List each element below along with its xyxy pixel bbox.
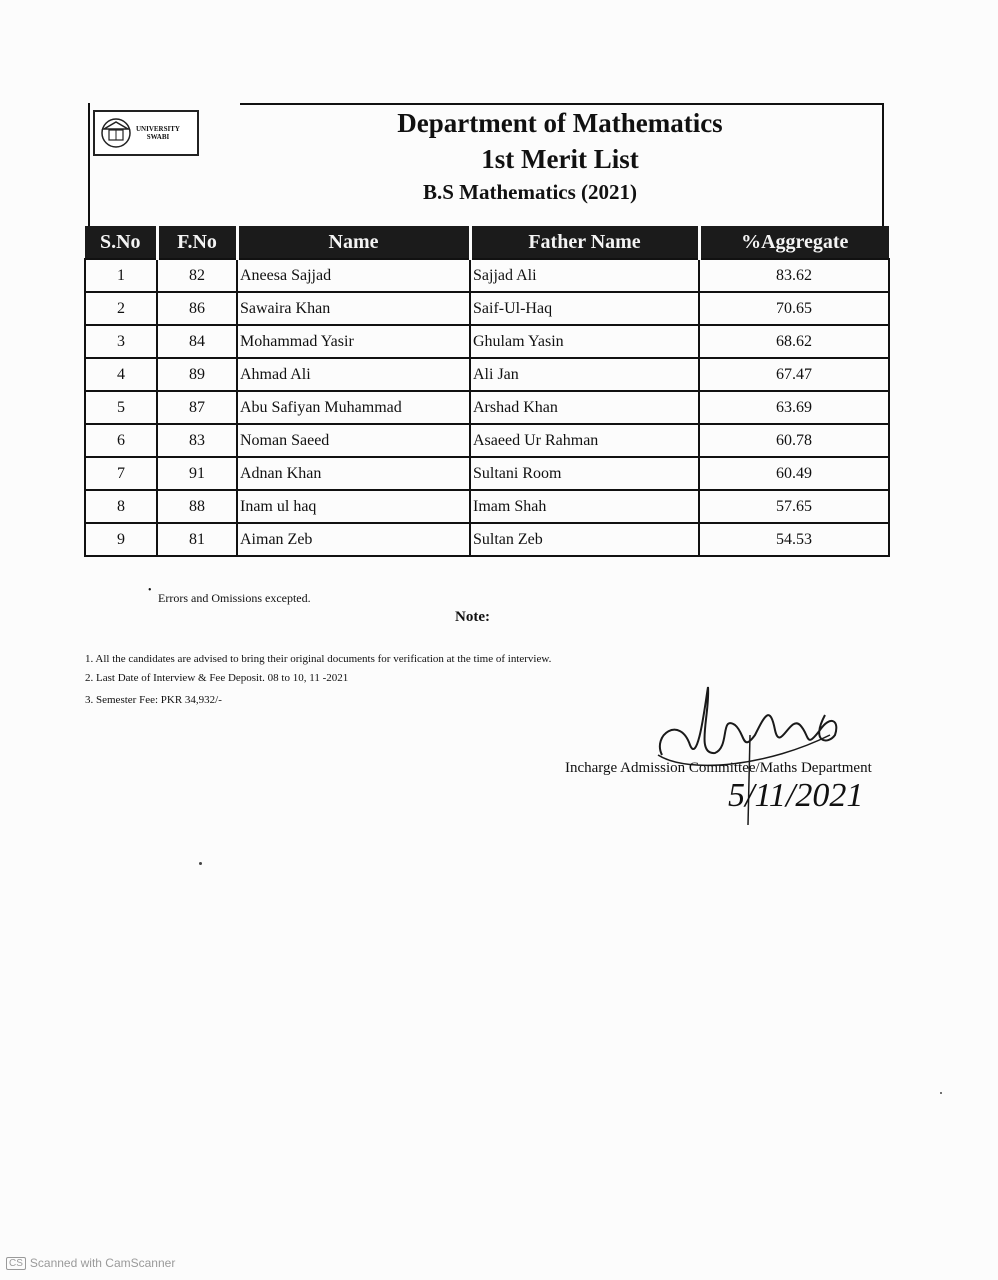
- errors-omissions-text: Errors and Omissions excepted.: [158, 591, 311, 605]
- cell-name: Aneesa Sajjad: [237, 259, 470, 292]
- cell-aggregate: 68.62: [699, 325, 889, 358]
- cell-fno: 86: [157, 292, 237, 325]
- table-row: [85, 358, 889, 391]
- scan-speck: [940, 1092, 942, 1094]
- signatory-title: Incharge Admission Committee/Maths Department: [565, 760, 872, 776]
- cell-father-name: Imam Shah: [470, 490, 699, 523]
- cell-fno: 83: [157, 424, 237, 457]
- cell-name: Adnan Khan: [237, 457, 470, 490]
- table-row: [85, 457, 889, 490]
- merit-list-title: 1st Merit List: [481, 144, 639, 174]
- table-header-row: [85, 226, 889, 259]
- cell-father-name: Sultan Zeb: [470, 523, 699, 556]
- cell-fno: 82: [157, 259, 237, 292]
- column-header-sno: S.No: [85, 226, 157, 259]
- university-logo: [93, 110, 199, 156]
- cell-father-name: Saif-Ul-Haq: [470, 292, 699, 325]
- cell-aggregate: 83.62: [699, 259, 889, 292]
- column-header-aggregate: %Aggregate: [699, 226, 889, 259]
- cell-aggregate: 63.69: [699, 391, 889, 424]
- column-header-father-name: Father Name: [470, 226, 699, 259]
- note-label: Note:: [455, 609, 490, 625]
- university-emblem-icon: [99, 116, 133, 150]
- cell-sno: 8: [85, 490, 157, 523]
- cell-sno: 9: [85, 523, 157, 556]
- bullet-icon: •: [148, 585, 152, 596]
- cell-fno: 89: [157, 358, 237, 391]
- cell-fno: 81: [157, 523, 237, 556]
- cell-father-name: Asaeed Ur Rahman: [470, 424, 699, 457]
- table-row: [85, 424, 889, 457]
- cell-aggregate: 67.47: [699, 358, 889, 391]
- table-row: [85, 490, 889, 523]
- note-item: 2. Last Date of Interview & Fee Deposit. 08 to 10, 11 -2021: [85, 672, 349, 684]
- cell-father-name: Sultani Room: [470, 457, 699, 490]
- cell-sno: 7: [85, 457, 157, 490]
- cell-name: Mohammad Yasir: [237, 325, 470, 358]
- column-header-fno: F.No: [157, 226, 237, 259]
- camscanner-watermark: [6, 1256, 175, 1270]
- cell-fno: 84: [157, 325, 237, 358]
- cell-name: Noman Saeed: [237, 424, 470, 457]
- camscanner-logo-icon: CS: [6, 1257, 26, 1270]
- logo-text-swabi: SWABI: [146, 133, 170, 141]
- cell-sno: 2: [85, 292, 157, 325]
- table-row: [85, 391, 889, 424]
- cell-fno: 88: [157, 490, 237, 523]
- table-row: [85, 292, 889, 325]
- cell-fno: 87: [157, 391, 237, 424]
- cell-name: Ahmad Ali: [237, 358, 470, 391]
- column-header-name: Name: [237, 226, 470, 259]
- cell-name: Inam ul haq: [237, 490, 470, 523]
- cell-sno: 1: [85, 259, 157, 292]
- table-row: [85, 325, 889, 358]
- note-item: 1. All the candidates are advised to bring their original documents for verification at the time of interview.: [85, 653, 552, 665]
- cell-sno: 6: [85, 424, 157, 457]
- cell-aggregate: 54.53: [699, 523, 889, 556]
- cell-aggregate: 57.65: [699, 490, 889, 523]
- handwritten-date: [728, 772, 873, 830]
- note-item: 3. Semester Fee: PKR 34,932/-: [85, 694, 222, 706]
- cell-aggregate: 60.78: [699, 424, 889, 457]
- cell-fno: 91: [157, 457, 237, 490]
- program-title: B.S Mathematics (2021): [422, 180, 638, 204]
- logo-text-university: UNIVERSITY: [136, 125, 180, 133]
- cell-sno: 5: [85, 391, 157, 424]
- handwritten-date-text: 5/11/2021: [728, 777, 864, 814]
- merit-table: [84, 226, 890, 557]
- cell-father-name: Ghulam Yasin: [470, 325, 699, 358]
- cell-name: Abu Safiyan Muhammad: [237, 391, 470, 424]
- watermark-text: Scanned with CamScanner: [29, 1256, 176, 1270]
- cell-father-name: Sajjad Ali: [470, 259, 699, 292]
- cell-name: Aiman Zeb: [237, 523, 470, 556]
- note-list: [85, 650, 551, 710]
- cell-aggregate: 60.49: [699, 457, 889, 490]
- department-title: Department of Mathematics: [397, 108, 723, 138]
- cell-father-name: Ali Jan: [470, 358, 699, 391]
- cell-sno: 3: [85, 325, 157, 358]
- table-row: [85, 259, 889, 292]
- cell-father-name: Arshad Khan: [470, 391, 699, 424]
- cell-name: Sawaira Khan: [237, 292, 470, 325]
- cell-sno: 4: [85, 358, 157, 391]
- cell-aggregate: 70.65: [699, 292, 889, 325]
- table-row: [85, 523, 889, 556]
- scan-speck: [199, 862, 202, 865]
